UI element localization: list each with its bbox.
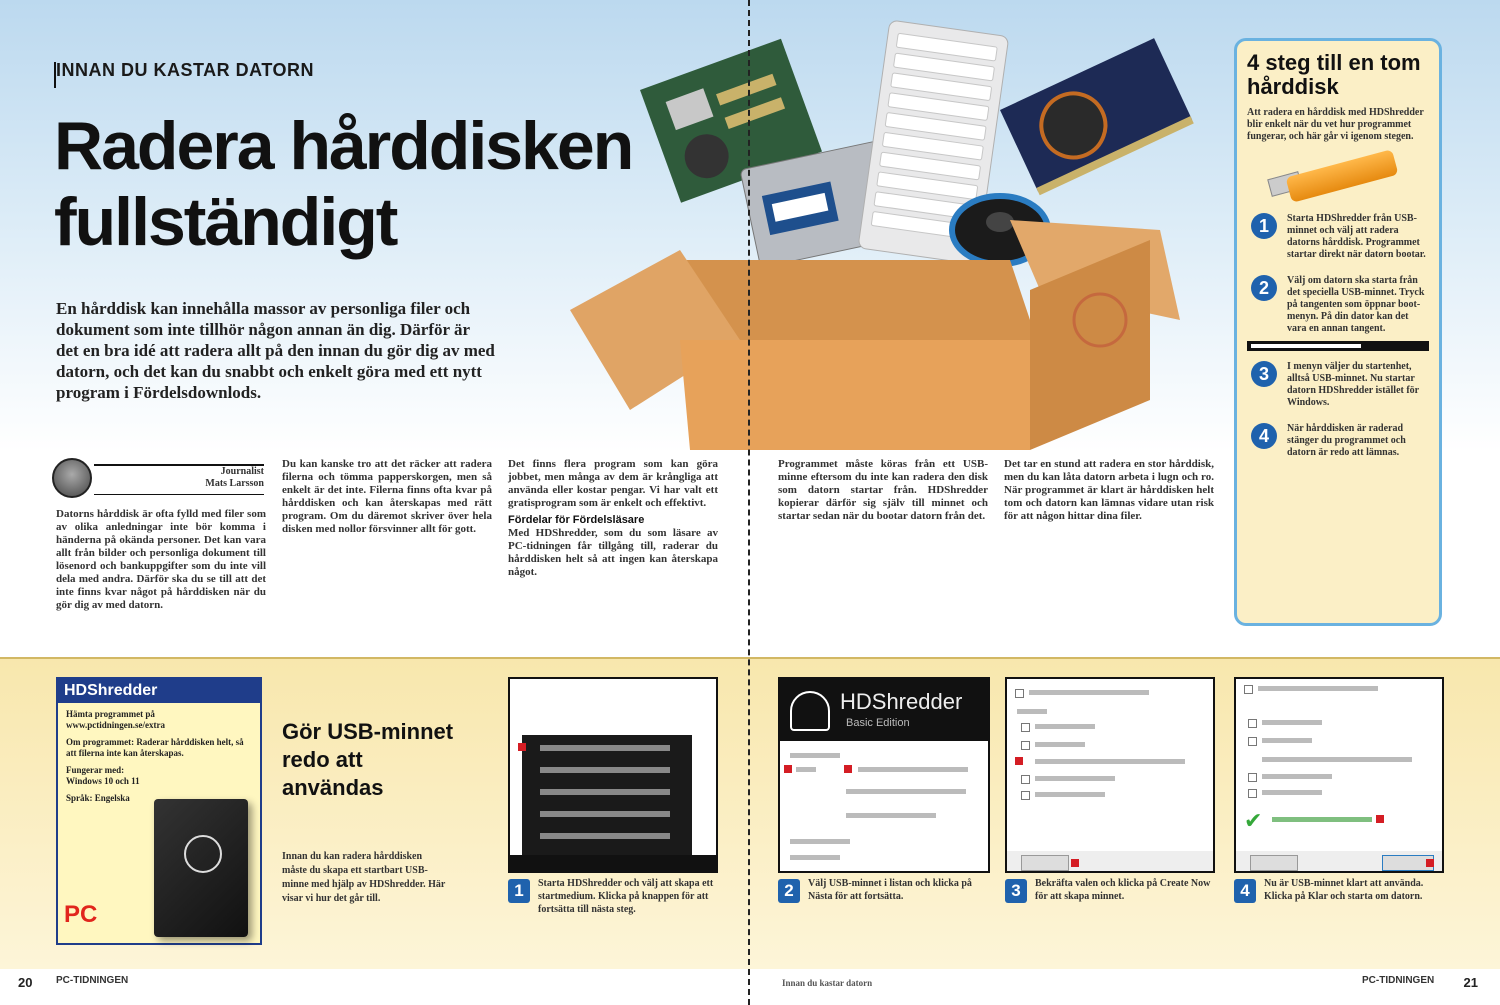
body-column-4: Programmet måste köras från ett USB-minne eftersom du inte kan radera den disk som datorn startar från. HDShredder kopierar därför sig själv till minnet och startar sedan när du bootar datorn från det.	[778, 458, 988, 522]
success-check-icon: ✔	[1244, 809, 1263, 834]
step-text: Välj om datorn ska starta från det speciella USB-minnet. Tryck på tangenten som öppnar boot-menyn. På din dator kan det vara en annan tangent.	[1287, 275, 1425, 334]
context-menu	[522, 735, 692, 855]
step-number-badge: 2	[1251, 275, 1277, 301]
gray-text-line	[1262, 720, 1322, 725]
caption-text: Välj USB-minnet i listan och klicka på Nästa för att fortsätta.	[808, 878, 972, 902]
menu-item	[540, 833, 670, 839]
gray-text-line	[846, 789, 966, 794]
caption-number-badge: 2	[778, 879, 800, 903]
program-info-box	[56, 677, 262, 945]
headline	[54, 108, 632, 260]
magazine-name-left: PC-TIDNINGEN	[56, 975, 129, 986]
screenshot-2	[778, 677, 990, 873]
usb-section-title: Gör USB-minnet redo att användas	[282, 719, 454, 800]
caption-text: Bekräfta valen och klicka på Create Now för att skapa minnet.	[1035, 878, 1211, 902]
sidebar-step	[1247, 361, 1429, 417]
gray-text-line	[1035, 792, 1105, 797]
red-marker	[1376, 815, 1384, 823]
red-marker	[1426, 859, 1434, 867]
step-number-badge: 1	[1251, 213, 1277, 239]
kicker: INNAN DU KASTAR DATORN	[56, 60, 314, 80]
program-line: Hämta programmet på www.pctidningen.se/extra	[66, 709, 165, 730]
page-number-left: 20	[18, 975, 33, 990]
sidebar-step	[1247, 275, 1429, 335]
caption-2	[778, 877, 990, 903]
body-column-3-text: Det finns flera program som kan göra jobbet, men många av dem är krångliga att använda eller kostar pengar. Vi har valt ett gratisprogram som är enkelt och effektivt.	[508, 458, 718, 509]
body-subheading: Fördelar för Fördelsläsare	[508, 514, 645, 526]
headline-line2: fullständigt	[54, 184, 397, 260]
body-column-5: Det tar en stund att radera en stor hårddisk, men du kan låta datorn arbeta i lugn och ro. När programmet är klart är hårddisken helt tom och datorn kan lämnas vidare utan risk för att någon hittar dina filer.	[1004, 458, 1214, 522]
caption-number-badge: 1	[508, 879, 530, 903]
page-fold	[748, 0, 750, 1005]
usb-section-text: Innan du kan radera hårddisken måste du skapa ett startbart USB-minne med hjälp av HDShredder. Här visar vi hur det går till.	[282, 851, 446, 904]
headline-line1: Radera hårddisken	[54, 108, 633, 184]
checkbox	[1248, 719, 1257, 728]
checkbox	[1248, 773, 1257, 782]
step-text: I menyn väljer du startenhet, alltså USB-minnet. Nu startar datorn HDShredder istället för Windows.	[1287, 361, 1419, 408]
step-text: Starta HDShredder från USB-minnet och välj att radera datorns hårddisk. Programmet startar direkt när datorn bootar.	[1287, 213, 1426, 260]
radio-option	[1244, 685, 1253, 694]
gray-text-line	[1262, 774, 1332, 779]
author-rule-bottom	[94, 494, 264, 495]
caption-number-badge: 4	[1234, 879, 1256, 903]
caption-3	[1005, 877, 1215, 903]
gray-text-line	[1035, 776, 1115, 781]
screenshot-3	[1005, 677, 1215, 873]
author-role: Journalist	[220, 466, 264, 477]
checkbox	[1248, 737, 1257, 746]
hdshredder-header	[780, 679, 988, 741]
taskbar	[510, 855, 716, 871]
caption-text: Nu är USB-minnet klart att använda. Klicka på Klar och starta om datorn.	[1264, 878, 1424, 902]
gray-text-line	[846, 813, 936, 818]
red-marker	[1015, 757, 1023, 765]
menu-item	[540, 745, 670, 751]
checkbox	[1021, 741, 1030, 750]
program-line: Om programmet: Raderar hårddisken helt, så att filerna inte kan återskapas.	[66, 737, 244, 758]
sidebar-step	[1247, 423, 1429, 479]
lead-paragraph: En hårddisk kan innehålla massor av personliga filer och dokument som inte tillhör någon annan än dig. Därför är det en bra idé att radera allt på den innan du gör dig av med datorn, och det kan du snabbt och enkelt göra med ett nytt program i Fördelsdownlods.	[56, 299, 495, 402]
magazine-name-right: PC-TIDNINGEN	[1362, 975, 1435, 986]
body-column-2: Du kan kanske tro att det räcker att radera filerna och tömma papperskorgen, men så enkelt är det inte. Filerna finns ofta kvar på hårddisken och kan återskapas med rätt program. Om du däremot skriver över hela disken med nollor försvinner allt för gott.	[282, 458, 492, 535]
body-column-3b-text: Med HDShredder, som du som läsare av PC-tidningen får tillgång till, raderar du hårddisken helt så att ingen kan återskapa något.	[508, 527, 718, 578]
body-column-1: Datorns hårddisk är ofta fylld med filer som av olika anledningar inte bör komma i händerna på okända personer. Det kan vara allt från bilder och personliga dokument till lösenord och bankuppgifter som du inte vill dela med andra. Därför ska du se till att det inte finns kvar något på hårddisken när du gör dig av med datorn.	[56, 508, 266, 611]
usb-stick-image	[1247, 143, 1429, 213]
author-byline	[52, 458, 264, 498]
caption-4	[1234, 877, 1444, 903]
caption-1	[508, 877, 718, 916]
radio-option	[1015, 689, 1024, 698]
hdshredder-edition: Basic Edition	[846, 717, 910, 729]
menu-item	[540, 767, 670, 773]
gray-text-line	[790, 839, 850, 844]
menu-item	[540, 811, 670, 817]
program-box-header: HDShredder	[58, 679, 260, 703]
checkbox	[1021, 723, 1030, 732]
step-text: När hårddisken är raderad stänger du programmet och datorn är redo att lämnas.	[1287, 423, 1406, 458]
author-name: Mats Larsson	[205, 478, 264, 489]
step-number-badge: 4	[1251, 423, 1277, 449]
caption-number-badge: 3	[1005, 879, 1027, 903]
gray-text-line	[858, 767, 968, 772]
sidebar-step	[1247, 213, 1429, 269]
hdshredder-logo-icon	[790, 691, 830, 731]
boot-screen-bar	[1247, 341, 1429, 351]
graphics-card-illustration	[1000, 38, 1194, 195]
gray-text-line	[1035, 724, 1095, 729]
gray-text-line	[796, 767, 816, 772]
gray-text-line	[790, 855, 840, 860]
gray-text-line	[1262, 790, 1322, 795]
usb-body	[1286, 149, 1399, 203]
menu-item	[540, 789, 670, 795]
red-marker	[784, 765, 792, 773]
step-number-badge: 3	[1251, 361, 1277, 387]
success-text-line	[1272, 817, 1372, 822]
create-now-button[interactable]	[1021, 855, 1069, 871]
box-with-computer-parts-image	[560, 20, 1200, 460]
caption-text: Starta HDShredder och välj att skapa ett startmedium. Klicka på knappen för att fortsätta till nästa steg.	[538, 878, 714, 915]
back-button[interactable]	[1250, 855, 1298, 871]
checkbox	[1021, 775, 1030, 784]
screenshot-1	[508, 677, 718, 873]
sidebar-title: 4 steg till en tom hårddisk	[1247, 50, 1421, 99]
red-marker	[1071, 859, 1079, 867]
red-marker	[518, 743, 526, 751]
gray-text-line	[790, 753, 840, 758]
cardboard-box-illustration	[570, 220, 1180, 450]
program-line: Språk: Engelska	[66, 793, 130, 803]
hdshredder-name: HDShredder	[840, 689, 963, 714]
gray-text-line	[1035, 759, 1185, 764]
running-footer: Innan du kastar datorn	[782, 978, 873, 988]
hdshredder-logo-icon	[184, 835, 222, 873]
body-column-3	[508, 458, 718, 579]
page-number-right: 21	[1463, 975, 1478, 990]
red-marker	[844, 765, 852, 773]
steps-sidebar	[1234, 38, 1442, 626]
pc-logo: PC	[64, 901, 98, 928]
gray-text-line	[1262, 757, 1412, 762]
gray-text-line	[1258, 686, 1378, 691]
gray-text-line	[1017, 709, 1047, 714]
author-photo	[52, 458, 92, 498]
software-package-image	[154, 799, 248, 937]
screenshot-4	[1234, 677, 1444, 873]
checkbox	[1021, 791, 1030, 800]
sidebar-intro: Att radera en hårddisk med HDShredder blir enkelt när du vet hur programmet fungerar, och här går vi igenom stegen.	[1247, 107, 1424, 142]
gray-text-line	[1262, 738, 1312, 743]
gray-text-line	[1035, 742, 1085, 747]
gray-text-line	[1029, 690, 1149, 695]
program-line: Fungerar med: Windows 10 och 11	[66, 765, 140, 786]
checkbox	[1248, 789, 1257, 798]
